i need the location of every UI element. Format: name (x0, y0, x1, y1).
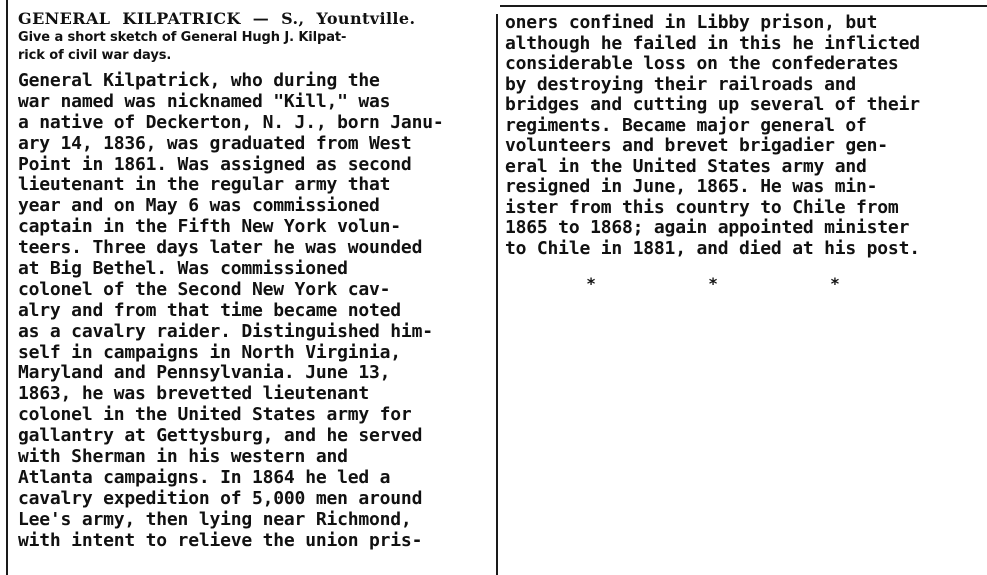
article-line: bridges and cutting up several of their (505, 95, 920, 115)
section-ornament: * * * (586, 274, 894, 293)
article-line: war named was nicknamed "Kill," was (18, 91, 391, 112)
article-line: volunteers and brevet brigadier gen- (505, 136, 888, 156)
query-line: Give a short sketch of General Hugh J. Kilpat- (18, 30, 347, 45)
article-line: to Chile in 1881, and died at his post. (505, 238, 920, 259)
article-line: 1863, he was brevetted lieutenant (18, 384, 370, 405)
query-heading: GENERAL KILPATRICK — S., Yountville. (18, 9, 416, 28)
article-line: regiments. Became major general of (505, 115, 867, 136)
article-line: captain in the Fifth New York volun- (18, 217, 401, 238)
article-line: lieutenant in the regular army that (18, 175, 391, 196)
article-line: ister from this country to Chile from (505, 197, 899, 218)
article-line: considerable loss on the confederates (505, 54, 899, 74)
article-line: with intent to relieve the union pris- (18, 530, 423, 551)
article-line: cavalry expedition of 5,000 men around (18, 488, 423, 509)
article-line: with Sherman in his western and (18, 447, 348, 468)
right-column (505, 13, 975, 298)
article-line: although he failed in this he inflicted (505, 33, 920, 54)
article-line: colonel in the United States army for (18, 405, 412, 426)
article-line: by destroying their railroads and (505, 74, 857, 95)
article-line: a native of Deckerton, N. J., born Janu- (18, 112, 444, 133)
article-line: 1865 to 1868; again appointed minister (505, 218, 910, 238)
article-line: resigned in June, 1865. He was min- (505, 177, 878, 197)
left-column (18, 9, 486, 575)
article-line: oners confined in Libby prison, but (505, 13, 878, 33)
article-line: Point in 1861. Was assigned as second (18, 154, 412, 175)
column-divider (496, 14, 498, 575)
article-line: at Big Bethel. Was commissioned (18, 259, 348, 280)
article-line: teers. Three days later he was wounded (18, 238, 423, 259)
article-line: ary 14, 1836, was graduated from West (18, 133, 412, 154)
article-line: as a cavalry raider. Distinguished him- (18, 321, 433, 342)
top-right-rule (500, 5, 987, 7)
query-line: rick of civil war days. (18, 48, 172, 63)
article-line: gallantry at Gettysburg, and he served (18, 426, 423, 447)
left-column-rule (6, 0, 8, 575)
article-line: self in campaigns in North Virginia, (18, 342, 401, 363)
article-line: Maryland and Pennsylvania. June 13, (18, 363, 391, 384)
article-line: Lee's army, then lying near Richmond, (18, 509, 412, 530)
article-line: alry and from that time became noted (18, 300, 401, 321)
article-line: General Kilpatrick, who during the (18, 71, 380, 91)
article-line: year and on May 6 was commissioned (18, 196, 380, 217)
article-line: Atlanta campaigns. In 1864 he led a (18, 467, 391, 488)
article-line: eral in the United States army and (505, 156, 867, 177)
article-line: colonel of the Second New York cav- (18, 279, 391, 300)
